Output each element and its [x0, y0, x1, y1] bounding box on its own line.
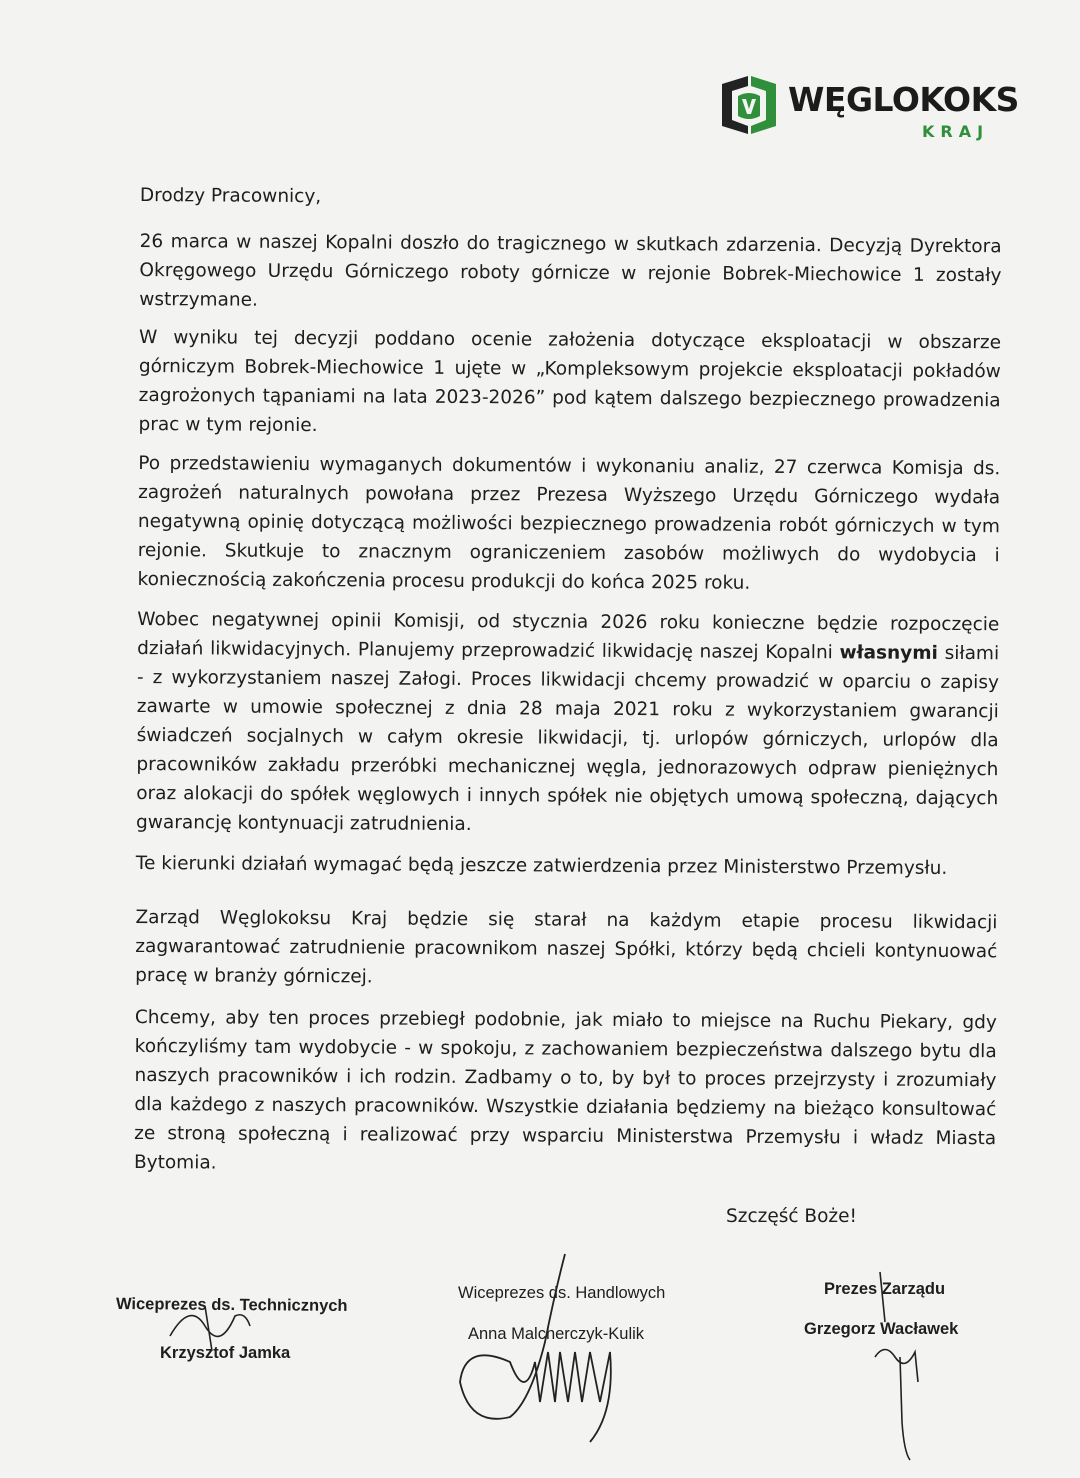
paragraph-7: Chcemy, aby ten proces przebiegł podobnie, jak miało to miejsce na Ruchu Piekary, gdy kończyliśmy tam wydobycie - w spokoju, z zachowaniem bezpieczeństwa dalszego bytu dla naszych pracowników i ich rodzin. Zadbamy o to, by był to proces przejrzysty i zrozumiały dla każdego z naszych pracowników. Wszystkie działania będziemy na bieżąco konsultować ze stroną społeczną i realizować przy wsparciu Ministerstwa Przemysłu i władz Miasta Bytomia. — [133, 1006, 997, 1174]
emphasis-word: własnymi — [839, 642, 938, 664]
company-logo — [718, 74, 1019, 154]
logo-subtitle: KRAJ — [922, 122, 990, 141]
signatory-1-title: Wiceprezes ds. Technicznych — [115, 1294, 348, 1316]
signatory-1-name: Krzysztof Jamka — [160, 1344, 291, 1362]
paragraph-2: W wyniku tej decyzji poddano ocenie założenia dotyczące eksploatacji w obszarze górniczym Bobrek-Miechowice 1 ujęte w „Kompleksowym projekcie eksploatacji pokładów zagrożonych tąpaniami na lata 2023-2026” pod kątem dalszego bezpiecznego prowadzenia prac w tym rejonie. — [138, 326, 1002, 437]
greeting: Drodzy Pracownicy, — [139, 184, 322, 208]
signature-3-scribble — [840, 1262, 950, 1462]
signature-1-scribble — [150, 1296, 270, 1356]
signatory-3-title: Prezes Zarządu — [824, 1280, 946, 1298]
signatory-2-title: Wiceprezes ds. Handlowych — [458, 1284, 666, 1302]
logo-wordmark: WĘGLOKOKS — [788, 80, 1019, 119]
paragraph-6: Zarząd Węglokoksu Kraj będzie się starał na każdym etapie procesu likwidacji zagwarantować zatrudnienie pracownikom naszej Spółki, którzy będą chcieli kontynuować pracę w branży górniczej. — [135, 906, 998, 988]
signature-2-scribble — [440, 1252, 640, 1452]
paragraph-3: Po przedstawieniu wymaganych dokumentów i wykonaniu analiz, 27 czerwca Komisja ds. zagrożeń naturalnych powołana przez Prezesa Wyższego Urzędu Górniczego wydała negatywną opinię dotyczącą możliwości bezpiecznego prowadzenia robót górniczych w tym rejonie. Skutkuje to znacznym ograniczeniem zasobów możliwych do wydobycia i koniecznością zakończenia procesu produkcji do końca 2025 roku. — [137, 452, 1001, 594]
signatory-2-name: Anna Malcherczyk-Kulik — [468, 1325, 645, 1343]
letter-body — [133, 181, 1002, 1174]
weglokoks-logo-icon — [718, 74, 780, 136]
closing-salutation: Szczęść Boże! — [726, 1206, 857, 1227]
paragraph-1: 26 marca w naszej Kopalni doszło do tragicznego w skutkach zdarzenia. Decyzją Dyrektora Okręgowego Urzędu Górniczego roboty górnicze w rejonie Bobrek-Miechowice 1 zostały wstrzymane. — [139, 230, 1002, 311]
paragraph-5: Te kierunki działań wymagać będą jeszcze zatwierdzenia przez Ministerstwo Przemysłu. — [135, 852, 948, 879]
signatory-3-name: Grzegorz Wacławek — [804, 1320, 959, 1338]
paragraph-4: Wobec negatywnej opinii Komisji, od stycznia 2026 roku konieczne będzie rozpoczęcie działań likwidacyjnych. Planujemy przeprowadzić likwidację naszej Kopalni własnymi siłami - z wykorzystaniem naszej Załogi. Proces likwidacji chcemy prowadzić w oparciu o zapisy zawarte w umowie społecznej z dnia 28 maja 2021 roku z wykorzystaniem gwarancji świadczeń socjalnych w całym okresie likwidacji, tj. urlopów górniczych, urlopów dla pracowników zakładu przeróbki mechanicznej węgla, jednorazowych odpraw pieniężnych oraz alokacji do spółek węglowych i innych spółek nie objętych umową społeczną, dających gwarancję kontynuacji zatrudnienia. — [136, 608, 1000, 836]
